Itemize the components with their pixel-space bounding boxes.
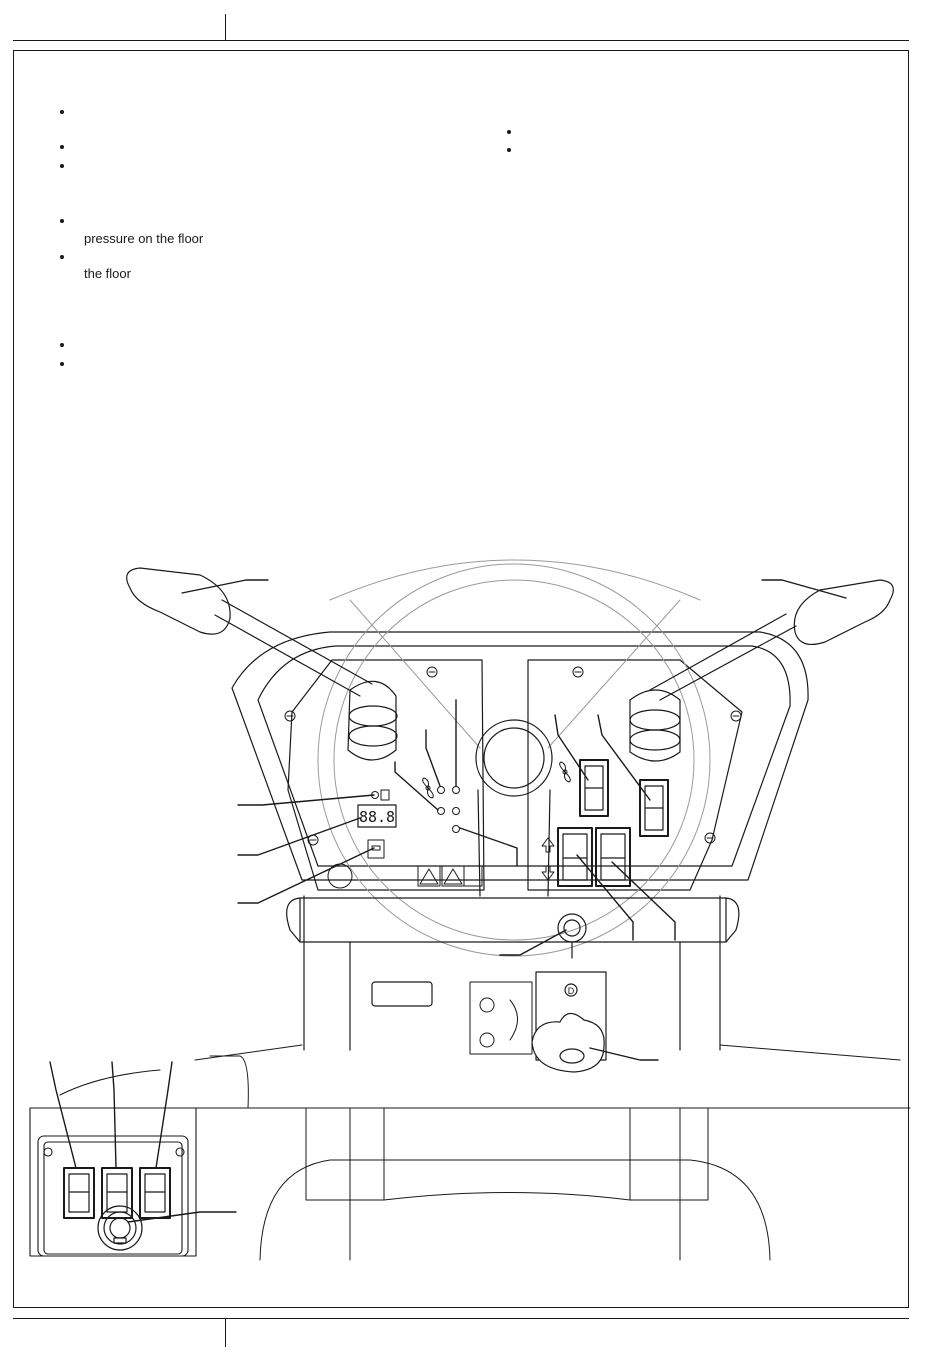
knob-icon — [532, 972, 606, 1072]
rocker-switch — [580, 760, 608, 816]
seat — [260, 1108, 770, 1260]
arrow-up-icon — [542, 838, 554, 852]
joystick-left — [127, 568, 397, 760]
blade-decal — [470, 982, 532, 1054]
key-switch — [558, 914, 586, 958]
display-readout: 88.8 — [358, 808, 396, 826]
steering-hub — [476, 720, 552, 796]
bullet-text-continuation: the floor — [84, 266, 131, 281]
lower-console — [30, 1070, 196, 1256]
rocker-switch — [596, 828, 630, 886]
rocker-switch — [140, 1168, 170, 1218]
left-panel — [288, 660, 484, 890]
rocker-switch — [640, 780, 668, 836]
rocker-switch — [558, 828, 592, 886]
rocker-switch — [64, 1168, 94, 1218]
fuel-icon — [381, 790, 389, 800]
warning-triangle-icon — [418, 866, 482, 886]
key-switch-letter: D — [567, 986, 575, 996]
steering-wheel-icon — [318, 560, 710, 956]
fan-icon — [423, 762, 571, 798]
joystick-right — [630, 580, 893, 761]
power-socket-icon — [98, 1206, 142, 1250]
bullet-text-continuation: pressure on the floor — [84, 231, 204, 246]
